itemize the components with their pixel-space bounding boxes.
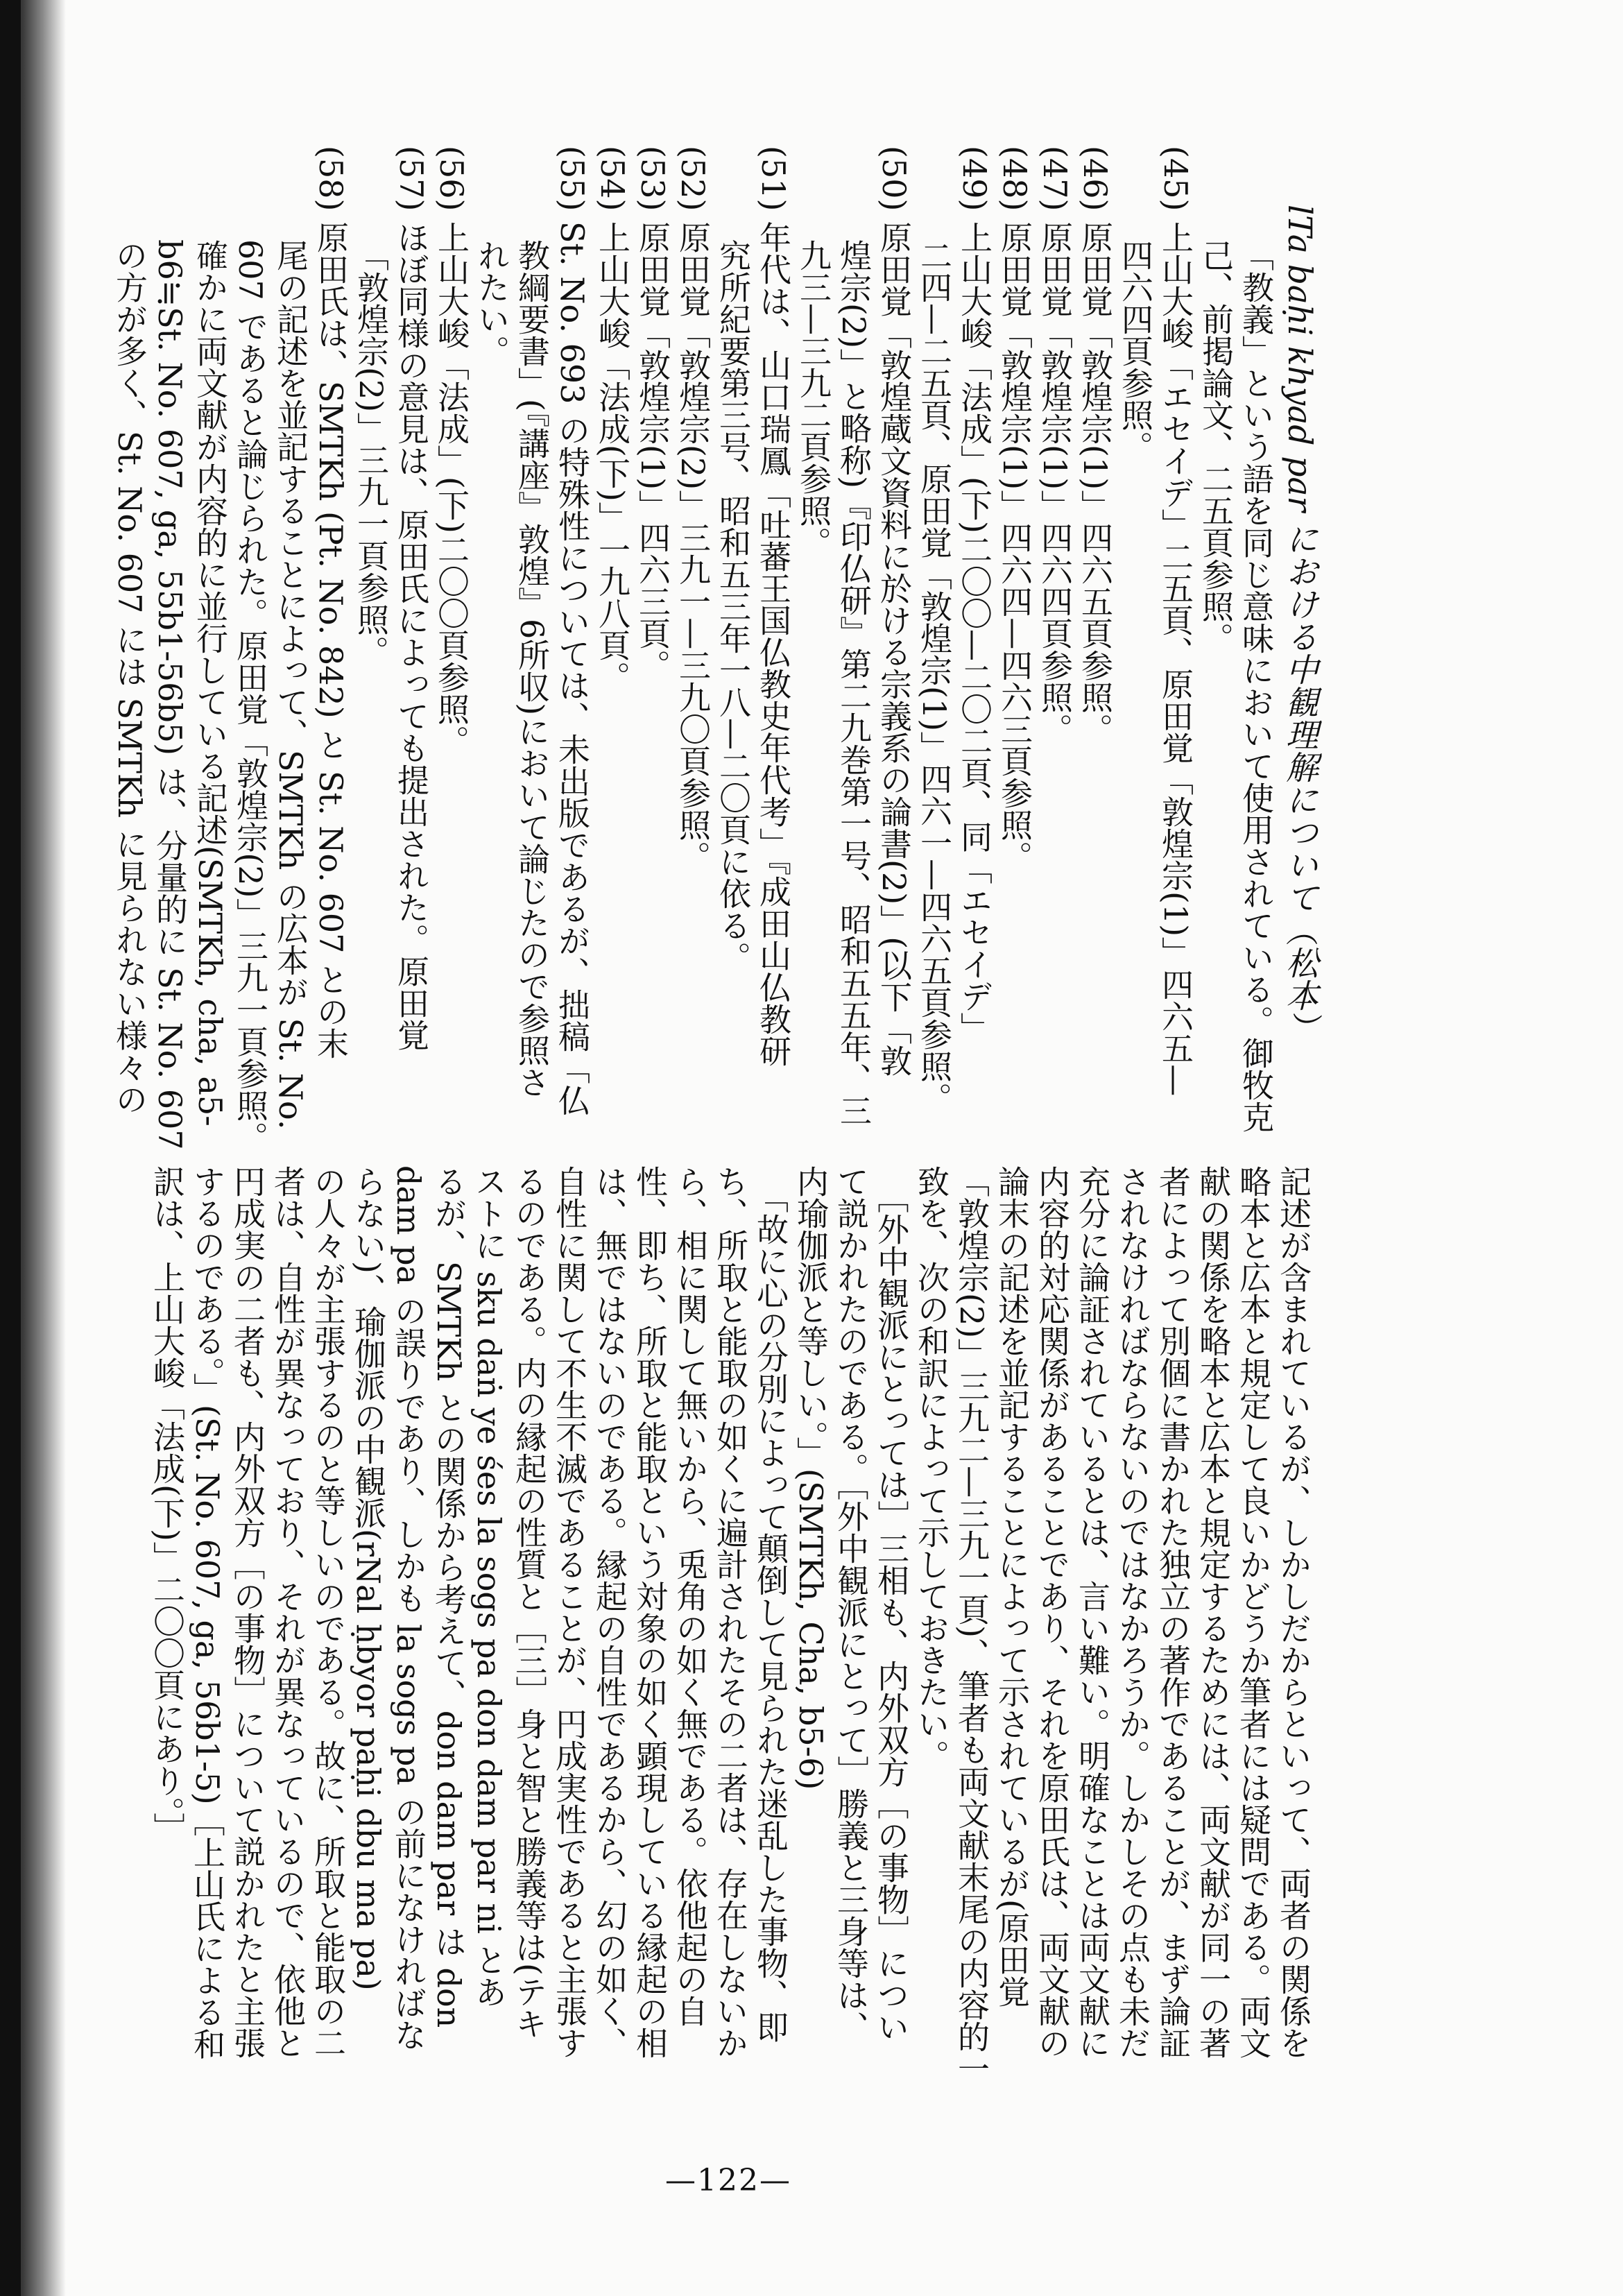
note-line: (49) 上山大峻「法成」(下)二〇〇—二〇二頁、同「エセイデ」 xyxy=(956,146,993,1044)
body-line: されなければならないのではなかろうか。しかしその点も未だ xyxy=(1114,1165,1151,2059)
note-line: (55) St. No. 693 の特殊性については、未出版であるが、拙稿「仏 xyxy=(553,146,591,1117)
note-line: の方が多く、St. No. 607 には SMTKh に見られない様々の xyxy=(111,239,148,1115)
body-line: 論末の記述を並記することによって示されているが(原田覚 xyxy=(993,1165,1031,2007)
note-line: 尾の記述を並記することによって、SMTKh の広本が St. No. xyxy=(272,239,309,1130)
note-line: 確かに両文献が内容的に並行している記述(SMTKh, cha, a5- xyxy=(191,239,229,1126)
body-line: の人々が主張するのと等しいのである。故に、所取と能取の二 xyxy=(309,1165,347,2059)
body-line: るのである。内の縁起の性質と［三］身と智と勝義等は(テキ xyxy=(510,1165,548,2039)
body-line: るが、SMTKh との関係から考えて、don dam par は don xyxy=(430,1165,467,2028)
page-number: —122— xyxy=(665,2163,791,2198)
body-line: するのである。」(St. No. 607, ga, 56b1-5)［上山氏による和 xyxy=(189,1165,226,2060)
body-line: 「故に心の分別によって顛倒して見られた迷乱した事物、即 xyxy=(752,1165,789,2043)
note-line: 「教義」という語を同じ意味において使用されている。御牧克 xyxy=(1237,239,1275,1133)
note-line: (50) 原田覚「敦煌蔵文資料に於ける宗義系の論書(2)」(以下「敦 xyxy=(875,146,913,1077)
note-line: (57) ほぼ同様の意見は、原田氏によっても提出された。原田覚 xyxy=(393,146,430,1052)
note-line: 煌宗(2)」と略称)『印仏研』第二九巻第一号、昭和五五年、三 xyxy=(835,239,873,1127)
note-line: (54) 上山大峻「法成(下)」一九八頁。 xyxy=(594,146,631,693)
body-line: 「敦煌宗(2)」三九二—三九一頁)、筆者も両文献末尾の内容的一 xyxy=(953,1165,990,2085)
body-line: 者によって別個に書かれた独立の著作であることが、まず論証 xyxy=(1154,1165,1192,2059)
note-line: 教綱要書」(『講座』敦煌』6所収)において論じたので参照さ xyxy=(513,239,551,1099)
body-line: 致を、次の和訳によって示しておきたい。 xyxy=(913,1165,950,1772)
body-line: ら、相に関して無いから、兎角の如く無である。依他起の自 xyxy=(671,1165,709,2027)
note-line: (51) 年代は、山口瑞鳳「吐蕃王国仏教史年代考」『成田山仏教研 xyxy=(755,146,792,1068)
note-line: b6≒St. No. 607, ga, 55b1-56b5) は、分量的に St. No. 607 xyxy=(151,239,189,1150)
body-line: らない)、瑜伽派の中観派(rNal ḥbyor paḥi dbu ma pa) xyxy=(350,1165,387,1991)
note-line: 607 であると論じられた。原田覚「敦煌宗(2)」三九一頁参照。 xyxy=(232,239,269,1154)
note-line: 二四—二五頁、原田覚「敦煌宗(1)」四六一—四六五頁参照。 xyxy=(916,239,953,1115)
running-title: lTa baḥi khyad par における中観理解について（松本） xyxy=(1280,205,1319,1044)
note-line: (46) 原田覚「敦煌宗(1)」四六五頁参照。 xyxy=(1076,146,1114,746)
body-line: 訳は、上山大峻「法成(下)」二〇〇頁にあり。］ xyxy=(148,1165,186,1844)
body-line: ち、所取と能取の如くに遍計されたその二者は、存在しないか xyxy=(712,1165,749,2059)
body-line: は、無ではないのである。縁起の自性であるから、幻の如く、 xyxy=(591,1165,628,2059)
body-line: 記述が含まれているが、しかしだからといって、両者の関係を xyxy=(1275,1165,1312,2059)
note-line: 四六四頁参照。 xyxy=(1117,239,1154,463)
note-line: れたい。 xyxy=(473,239,510,367)
note-line: (56) 上山大峻「法成」(下)二〇〇頁参照。 xyxy=(433,146,470,757)
note-line: (58) 原田氏は、SMTKh (Pt. No. 842) と St. No. 607 との末 xyxy=(312,146,350,1059)
body-line: 献の関係を略本と広本と規定するためには、両文献が同一の著 xyxy=(1194,1165,1232,2059)
note-line: (45) 上山大峻「エセイデ」二五頁、原田覚「敦煌宗(1)」四六五— xyxy=(1157,146,1194,1097)
body-line: 性、即ち、所取と能取という対象の如く顕現している縁起の相 xyxy=(631,1165,669,2059)
body-line: 円成実の二者も、内外双方［の事物］について説かれたと主張 xyxy=(229,1165,266,2059)
note-line: 九三—三九二頁参照。 xyxy=(795,239,832,558)
body-line: 内瑜伽派と等しい。」(SMTKh, Cha, b5-6) xyxy=(792,1165,830,1790)
note-line: (52) 原田覚「敦煌宗(2)」三九一—三九〇頁参照。 xyxy=(674,146,712,873)
note-line: (47) 原田覚「敦煌宗(1)」四六四頁参照。 xyxy=(1036,146,1074,746)
body-line: 者は、自性が異なっており、それが異なっているので、依他と xyxy=(269,1165,307,2059)
body-line: 略本と広本と規定して良いかどうか筆者には疑問である。両文 xyxy=(1235,1165,1272,2059)
body-line: 自性に関して不生不滅であることが、円成実性であると主張す xyxy=(551,1165,588,2059)
note-line: 「敦煌宗(2)」三九一頁参照。 xyxy=(352,239,390,668)
note-line: 究所紀要第三号、昭和五三年一八—二〇頁に依る。 xyxy=(714,239,752,973)
body-line: 内容的対応関係があることであり、それを原田氏は、両文献の xyxy=(1033,1165,1071,2059)
note-line: 己、前掲論文、二五頁参照。 xyxy=(1197,239,1235,654)
body-line: ストに sku daṅ ye śes la sogs pa don dam par ni とあ xyxy=(470,1165,508,2008)
body-line: ［外中観派にとっては］三相も、内外双方［の事物］につい xyxy=(873,1165,910,2043)
body-line: て説かれたのである。［外中観派にとって］勝義と三身等は、 xyxy=(832,1165,870,2043)
note-line: (53) 原田覚「敦煌宗(1)」四六三頁。 xyxy=(634,146,671,682)
scan-shadow-dark xyxy=(0,0,21,2296)
body-line: 充分に論証されているとは、言い難い。明確なことは両文献に xyxy=(1074,1165,1111,2059)
body-line: dam pa の誤りであり、しかも la sogs pa の前になければな xyxy=(390,1165,427,2051)
note-line: (48) 原田覚「敦煌宗(1)」四六四—四六三頁参照。 xyxy=(996,146,1033,873)
